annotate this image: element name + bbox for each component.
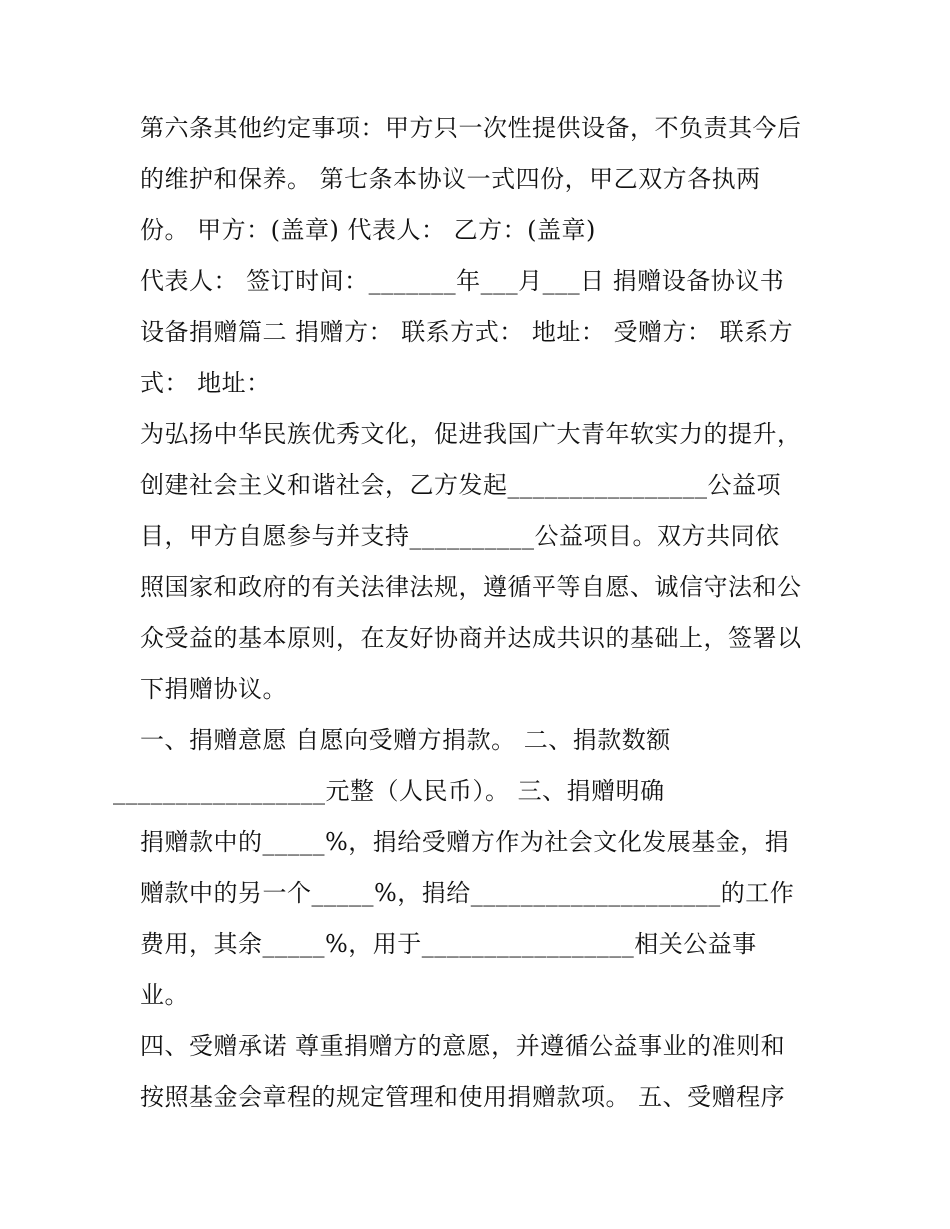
document-line: 按照基金会章程的规定管理和使用捐赠款项。 五、受赠程序 (140, 1083, 786, 1111)
document-line: 照国家和政府的有关法律法规，遵循平等自愿、诚信守法和公 (140, 573, 802, 601)
document-line: 份。 甲方：(盖章) 代表人： 乙方：(盖章) (140, 216, 596, 244)
document-line: 赠款中的另一个_____%，捐给____________________的工作 (140, 879, 795, 907)
document-line: 下捐赠协议。 (140, 675, 287, 703)
document-line: 的维护和保养。 第七条本协议一式四份，甲乙双方各执两 (140, 165, 761, 193)
document-line: 设备捐赠篇二 捐赠方： 联系方式： 地址： 受赠方： 联系方 (140, 318, 794, 346)
document-line: _________________元整（人民币）。 三、捐赠明确 (113, 777, 665, 805)
document-line: 为弘扬中华民族优秀文化，促进我国广大青年软实力的提升， (140, 420, 802, 448)
document-line: 一、捐赠意愿 自愿向受赠方捐款。 二、捐款数额 (140, 726, 671, 754)
document-line: 四、受赠承诺 尊重捐赠方的意愿，并遵循公益事业的准则和 (140, 1032, 786, 1060)
document-line: 第六条其他约定事项：甲方只一次性提供设备，不负责其今后 (140, 114, 802, 142)
document-line: 创建社会主义和谐社会，乙方发起________________公益项 (140, 471, 781, 499)
document-line: 业。 (140, 981, 189, 1009)
document-line: 目，甲方自愿参与并支持__________公益项目。双方共同依 (140, 522, 780, 550)
document-line: 捐赠款中的_____%，捐给受赠方作为社会文化发展基金，捐 (140, 828, 790, 856)
document-line: 式： 地址： (140, 369, 271, 397)
document-line: 费用，其余_____%，用于_________________相关公益事 (140, 930, 757, 958)
document-line: 代表人： 签订时间：_______年___月___日 捐赠设备协议书 (140, 267, 785, 295)
document-line: 众受益的基本原则，在友好协商并达成共识的基础上，签署以 (140, 624, 802, 652)
